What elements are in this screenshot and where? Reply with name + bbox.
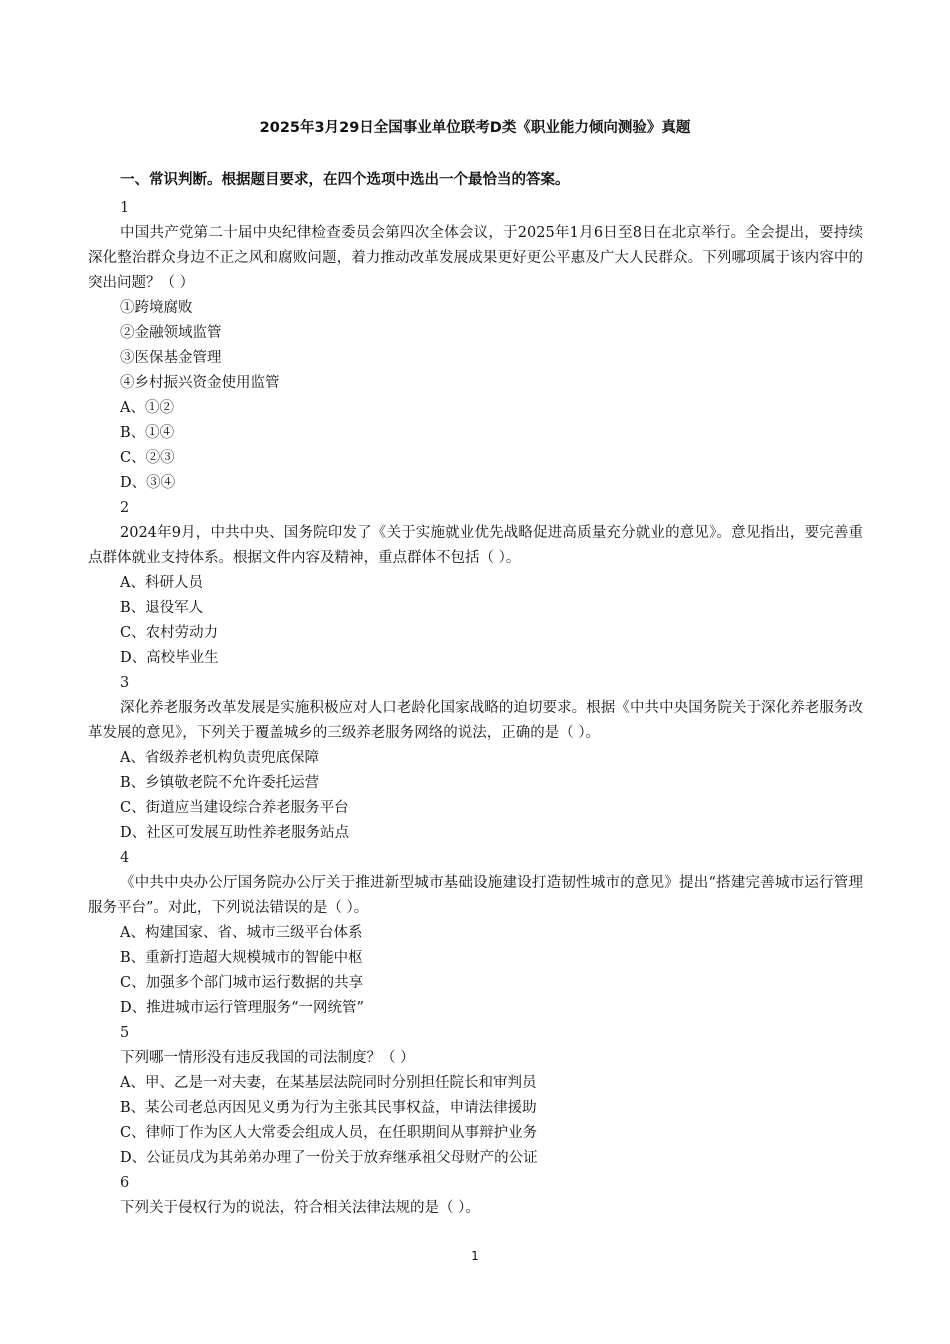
option-d: D、高校毕业生	[120, 650, 219, 666]
question-stem: 2024年9月，中共中央、国务院印发了《关于实施就业优先战略促进高质量充分就业的意见》。意见指出，要完善重点群体就业支持体系。根据文件内容及精神，重点群体不包括（ ）。	[88, 525, 863, 566]
option-a: A、构建国家、省、城市三级平台体系	[120, 925, 363, 941]
question-number: 4	[120, 850, 130, 866]
section-heading: 一、常识判断。根据题目要求，在四个选项中选出一个最恰当的答案。	[120, 172, 570, 188]
option-a: A、省级养老机构负责兜底保障	[120, 750, 319, 766]
option-d: D、推进城市运行管理服务“一网统管”	[120, 1000, 364, 1016]
option-d: D、③④	[120, 475, 176, 491]
question-item: ③医保基金管理	[120, 350, 222, 366]
option-b: B、乡镇敬老院不允许委托运营	[120, 775, 320, 791]
option-c: C、街道应当建设综合养老服务平台	[120, 800, 349, 816]
option-c: C、②③	[120, 450, 175, 466]
question-3	[88, 671, 863, 846]
question-item: ④乡村振兴资金使用监管	[120, 375, 280, 391]
option-a: A、科研人员	[120, 575, 203, 591]
question-number: 2	[120, 500, 130, 516]
option-d: D、公证员戊为其弟弟办理了一份关于放弃继承祖父母财产的公证	[120, 1150, 538, 1166]
option-c: C、律师丁作为区人大常委会组成人员，在任职期间从事辩护业务	[120, 1125, 538, 1141]
question-item: ①跨境腐败	[120, 300, 193, 316]
question-stem: 下列关于侵权行为的说法，符合相关法律法规的是（ ）。	[120, 1200, 480, 1216]
question-stem: 《中共中央办公厅国务院办公厅关于推进新型城市基础设施建设打造韧性城市的意见》提出“搭建完善城市运行管理服务平台”。对此，下列说法错误的是（ ）。	[88, 875, 863, 916]
question-6	[88, 1171, 863, 1221]
question-5	[88, 1021, 863, 1171]
question-number: 5	[120, 1025, 130, 1041]
option-c: C、加强多个部门城市运行数据的共享	[120, 975, 364, 991]
option-b: B、重新打造超大规模城市的智能中枢	[120, 950, 363, 966]
question-item: ②金融领域监管	[120, 325, 222, 341]
question-stem: 中国共产党第二十届中央纪律检查委员会第四次全体会议，于2025年1月6日至8日在北京举行。全会提出，要持续深化整治群众身边不正之风和腐败问题，着力推动改革发展成果更好更公平惠及广大人民群众。下列哪项属于该内容中的突出问题？（ ）	[88, 225, 863, 291]
question-number: 6	[120, 1175, 130, 1191]
question-1	[88, 196, 863, 496]
question-stem: 下列哪一情形没有违反我国的司法制度？（ ）	[120, 1050, 415, 1066]
option-d: D、社区可发展互助性养老服务站点	[120, 825, 350, 841]
page-number: 1	[471, 1249, 479, 1263]
document-title: 2025年3月29日全国事业单位联考D类《职业能力倾向测验》真题	[259, 120, 691, 136]
document-body	[88, 170, 863, 1221]
option-b: B、某公司老总丙因见义勇为行为主张其民事权益，申请法律援助	[120, 1100, 537, 1116]
question-number: 1	[120, 200, 130, 216]
option-a: A、甲、乙是一对夫妻，在某基层法院同时分别担任院长和审判员	[120, 1075, 537, 1091]
option-b: B、①④	[120, 425, 175, 441]
question-stem: 深化养老服务改革发展是实施积极应对人口老龄化国家战略的迫切要求。根据《中共中央国务院关于深化养老服务改革发展的意见》，下列关于覆盖城乡的三级养老服务网络的说法，正确的是（ ）。	[88, 700, 863, 741]
question-2	[88, 496, 863, 671]
question-4	[88, 846, 863, 1021]
option-a: A、①②	[120, 400, 174, 416]
option-c: C、农村劳动力	[120, 625, 219, 641]
question-number: 3	[120, 675, 130, 691]
option-b: B、退役军人	[120, 600, 204, 616]
